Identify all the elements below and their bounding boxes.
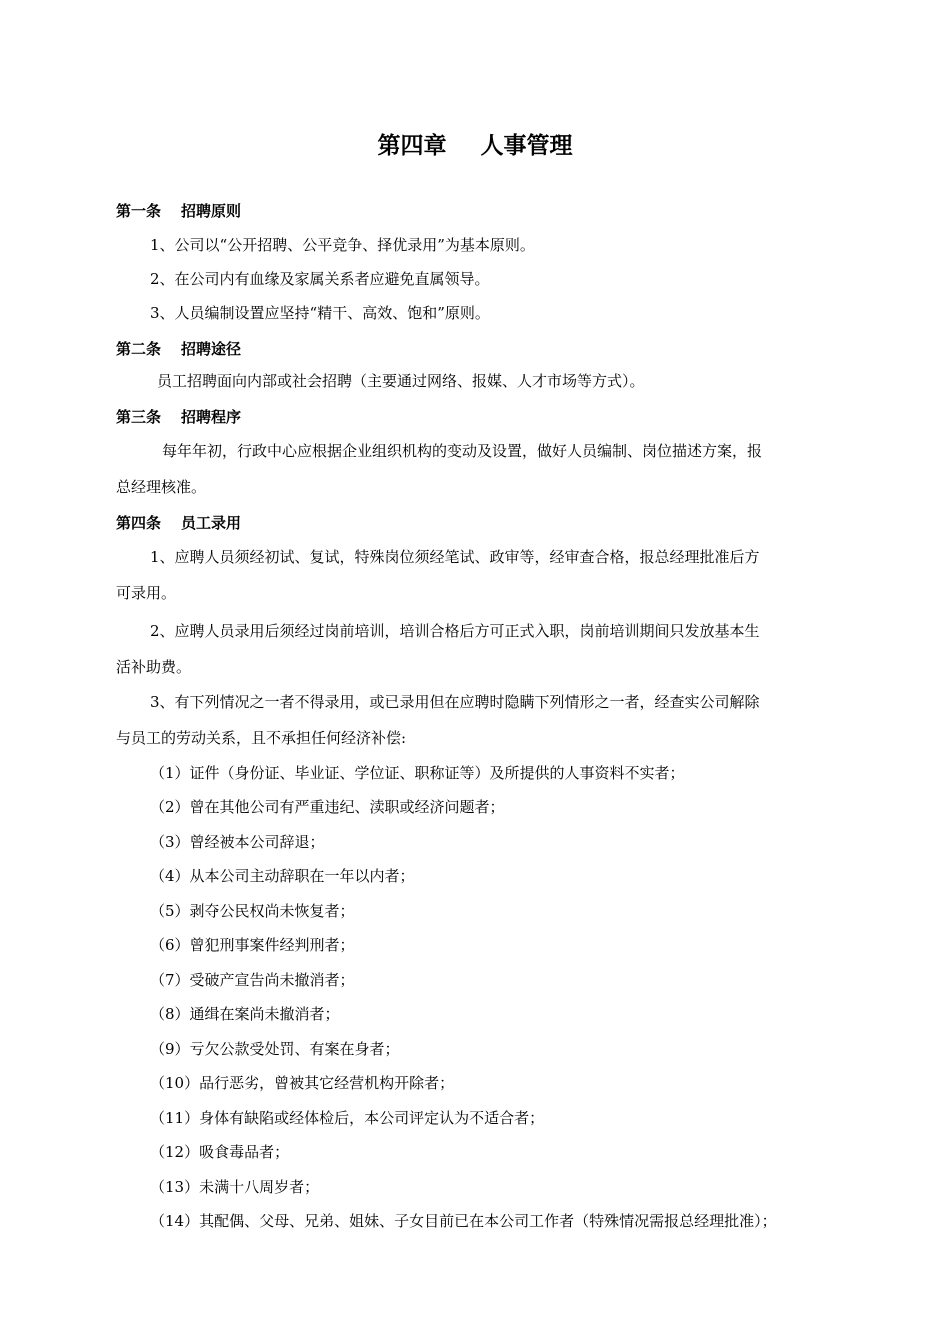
paragraph-line: 3、人员编制设置应坚持“精干、高效、饱和”原则。 [150,304,490,322]
paragraph-line: 与员工的劳动关系，且不承担任何经济补偿: [116,729,407,747]
paragraph-line: 员工招聘面向内部或社会招聘（主要通过网络、报媒、人才市场等方式）。 [157,372,645,390]
list-item: （2）曾在其他公司有严重违纪、渎职或经济问题者； [150,798,505,816]
paragraph-line: 每年年初，行政中心应根据企业组织机构的变动及设置，做好人员编制、岗位描述方案，报 [162,442,763,460]
article-number: 第二条 [116,340,162,358]
article-title: 招聘原则 [181,202,242,220]
list-item: （10）品行恶劣，曾被其它经营机构开除者； [150,1074,455,1092]
list-item: （8）通缉在案尚未撤消者； [150,1005,340,1023]
chapter-name: 人事管理 [480,133,573,159]
article-title: 招聘途径 [181,340,242,358]
chapter-number: 第四章 [377,133,447,159]
paragraph-line: 2、在公司内有血缘及家属关系者应避免直属领导。 [150,270,490,288]
article-number: 第一条 [116,202,162,220]
list-item: （4）从本公司主动辞职在一年以内者； [150,867,415,885]
paragraph-line: 1、公司以“公开招聘、公平竞争、择优录用”为基本原则。 [150,236,535,254]
list-item: （1）证件（身份证、毕业证、学位证、职称证等）及所提供的人事资料不实者； [150,764,685,782]
list-item: （9）亏欠公款受处罚、有案在身者； [150,1040,400,1058]
list-item: （3）曾经被本公司辞退； [150,833,325,851]
article-title: 招聘程序 [181,408,242,426]
paragraph-line: 3、有下列情况之一者不得录用，或已录用但在应聘时隐瞒下列情形之一者，经查实公司解除 [150,693,760,711]
list-item: （13）未满十八周岁者； [150,1178,320,1196]
list-item: （6）曾犯刑事案件经判刑者； [150,936,355,954]
article-heading [116,512,241,534]
chapter-title [0,131,950,161]
article-number: 第三条 [116,408,162,426]
article-heading [116,200,241,222]
list-item: （14）其配偶、父母、兄弟、姐妹、子女目前已在本公司工作者（特殊情况需报总经理批准）； [150,1212,777,1230]
list-item: （11）身体有缺陷或经体检后，本公司评定认为不适合者； [150,1109,545,1127]
list-item: （7）受破产宣告尚未撤消者； [150,971,355,989]
paragraph-line: 总经理核准。 [116,478,207,496]
list-item: （12）吸食毒品者； [150,1143,290,1161]
paragraph-line: 2、应聘人员录用后须经过岗前培训，培训合格后方可正式入职，岗前培训期间只发放基本生 [150,622,760,640]
paragraph-line: 活补助费。 [116,658,192,676]
article-title: 员工录用 [181,514,242,532]
article-heading [116,406,241,428]
paragraph-line: 可录用。 [116,584,177,602]
list-item: （5）剥夺公民权尚未恢复者； [150,902,355,920]
paragraph-line: 1、应聘人员须经初试、复试，特殊岗位须经笔试、政审等，经审查合格，报总经理批准后方 [150,548,760,566]
article-number: 第四条 [116,514,162,532]
article-heading [116,338,241,360]
